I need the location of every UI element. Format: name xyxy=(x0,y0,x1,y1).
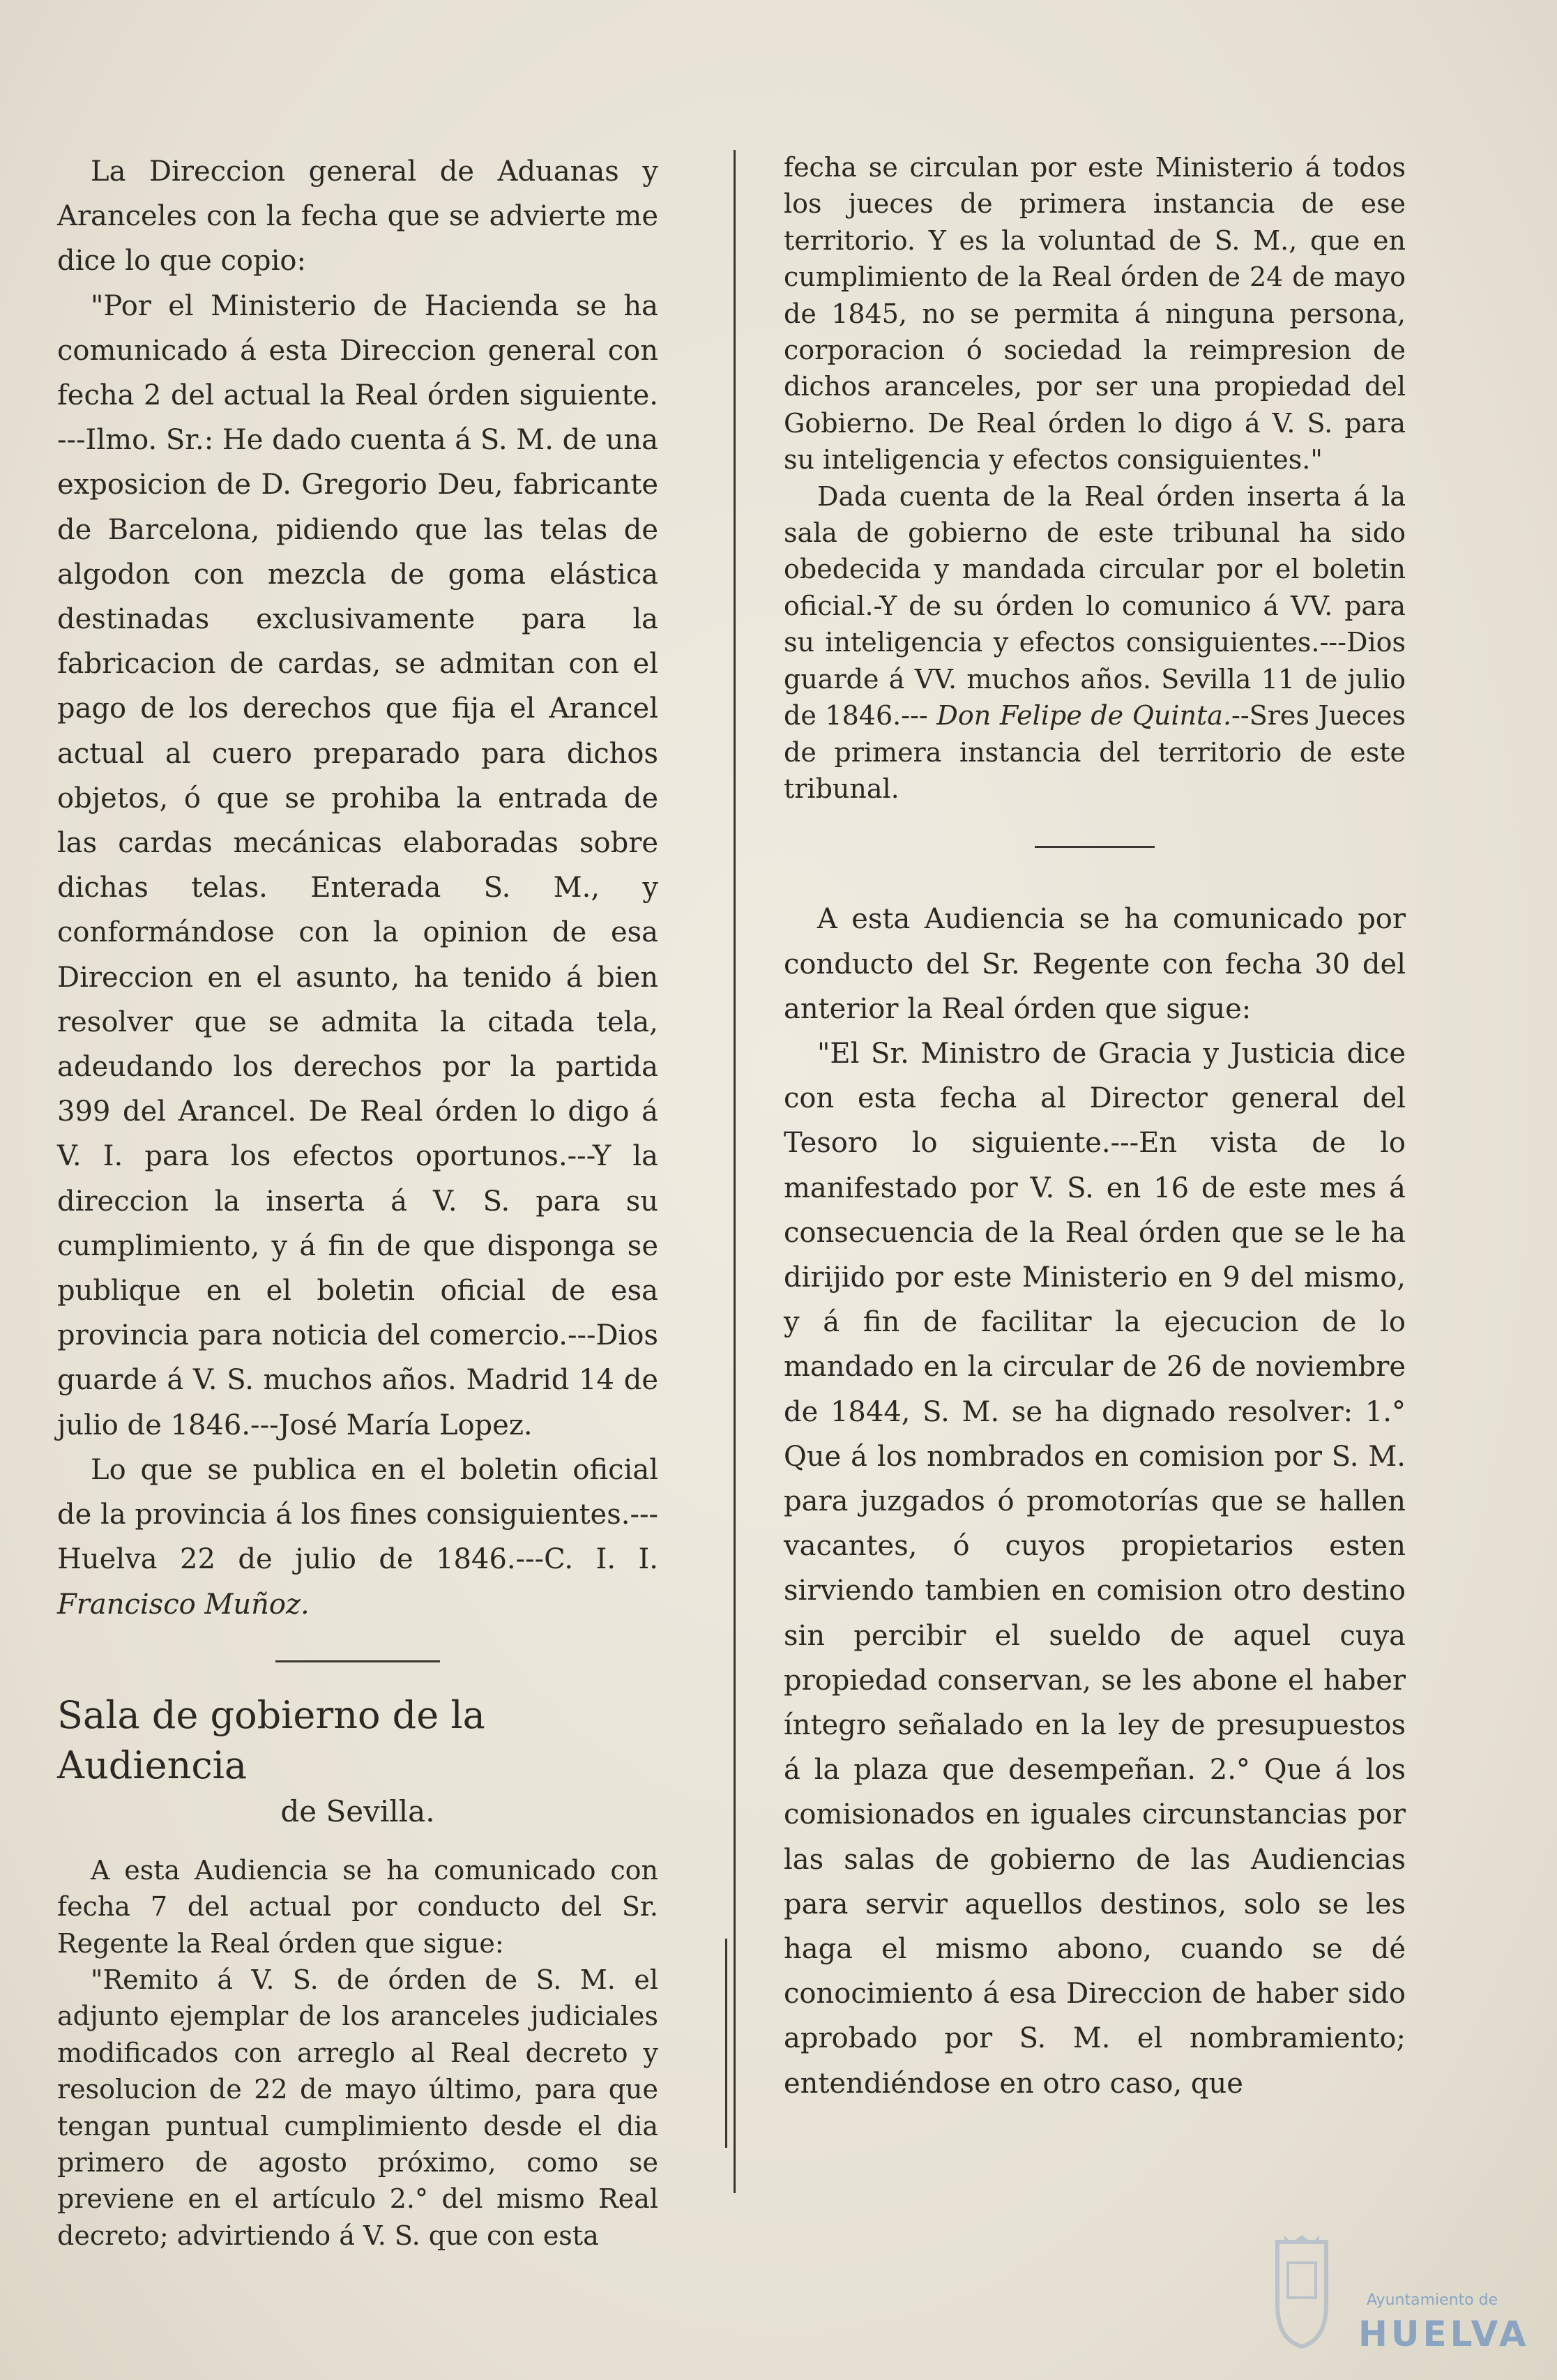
section-title: Sala de gobierno de la Audiencia xyxy=(57,1692,485,1787)
column-divider xyxy=(734,150,736,2193)
watermark-caption: Ayuntamiento de xyxy=(1367,2291,1498,2309)
right-paragraph-dada-cuenta xyxy=(784,478,1406,808)
left-paragraph-publication xyxy=(57,1448,658,1627)
signature-francisco-munoz: Francisco Muñoz. xyxy=(57,1588,310,1621)
left-paragraph-intro: La Direccion general de Aduanas y Aranceles con la fecha que se advierte me dice lo que copio: xyxy=(57,156,658,278)
watermark-city: HUELVA xyxy=(1358,2314,1530,2354)
left-paragraph-remito: "Remito á V. S. de órden de S. M. el adjunto ejemplar de los aranceles judiciales modificados con arreglo al Real decreto y resolucion de 22 de mayo último, para que tengan puntual cumplimiento desde el dia primero de agosto próximo, como se previene en el artículo 2.° del mismo Real decreto; advirtiendo á V. S. que con esta xyxy=(57,1964,658,2251)
signature-felipe-de-quinta: Don Felipe de Quinta. xyxy=(936,700,1232,732)
left-paragraph-order: "Por el Ministerio de Hacienda se ha comunicado á esta Direccion general con fecha 2 del actual la Real órden siguiente. ---Ilmo. Sr.: He dado cuenta á S. M. de una exposicion de D. Gregorio Deu, fabricante de Barcelona, pidiendo que las telas de algodon con mezcla de goma elástica destinadas exclusivamente para la fabricacion de cardas, se admitan con el pago de los derechos que fija el Arancel actual al cuero preparado para dichos objetos, ó que se prohiba la entrada de las cardas mecánicas elaboradas sobre dichas telas. Enterada S. M., y conformándose con la opinion de esa Direccion en el asunto, ha tenido á bien resolver que se admita la citada tela, adeudando los derechos por la partida 399 del Arancel. De Real órden lo digo á V. I. para los efectos oportunos.---Y la direccion la inserta á V. S. para su cumplimiento, y á fin de que disponga se publique en el boletin oficial de esa provincia para noticia del comercio.---Dios guarde á V. S. muchos años. Madrid 14 de julio de 1846.---José María Lopez. xyxy=(57,289,658,1441)
right-paragraph-ministro: "El Sr. Ministro de Gracia y Justicia dice con esta fecha al Director general del Tesoro lo siguiente.---En vista de lo manifestado por V. S. en 16 de este mes á consecuencia de la Real órden que se le ha dirijido por este Ministerio en 9 del mismo, y á fin de facilitar la ejecucion de lo mandado en la circular de 26 de noviembre de 1844, S. M. se ha dignado resolver: 1.° Que á los nombrados en comision por S. M. para juzgados ó promotorías que se hallen vacantes, ó cuyos propietarios esten sirviendo tambien en comision otro destino sin percibir el sueldo de aquel cuya propiedad conservan, se les abone el haber íntegro señalado en la ley de presupuestos á la plaza que desempeñan. 2.° Que á los comisionados en iguales circunstancias por las salas de gobierno de las Audiencias para servir aquellos destinos, solo se les haga el mismo abono, cuando se dé conocimiento á esa Direccion de haber sido aprobado por S. M. el nombramiento; entendiéndose en otro caso, que xyxy=(784,1037,1406,2100)
right-paragraph-continuation: fecha se circulan por este Ministerio á todos los jueces de primera instancia de ese territorio. Y es la voluntad de S. M., que en cumplimiento de la Real órden de 24 de mayo de 1845, no se permita á ninguna persona, corporacion ó sociedad la reimpresion de dichos aranceles, por ser una propiedad del Gobierno. De Real órden lo digo á V. S. para su inteligencia y efectos consiguientes." xyxy=(784,152,1406,476)
section-subtitle: de Sevilla. xyxy=(280,1794,435,1828)
margin-mark xyxy=(725,1939,727,2148)
dada-cuenta-text: Dada cuenta de la Real órden inserta á la sala de gobierno de este tribunal ha sido obedecida y mandada circular por el boletin oficial.-Y de su órden lo comunico á VV. para su inteligencia y efectos consiguientes.---Dios guarde á VV. muchos años. Sevilla 11 de julio de 1846.--- xyxy=(784,480,1406,732)
right-section-rule xyxy=(1035,846,1155,848)
publication-text: Lo que se publica en el boletin oficial de la provincia á los fines consiguientes.--- Huelva 22 de julio de 1846.---C. I. I. xyxy=(57,1453,658,1576)
left-paragraph-audiencia: A esta Audiencia se ha comunicado con fecha 7 del actual por conducto del Sr. Regente la Real órden que sigue: xyxy=(57,1854,658,1959)
section-rule xyxy=(275,1660,440,1662)
right-column xyxy=(784,149,1406,2106)
right-paragraph-audiencia: A esta Audiencia se ha comunicado por conducto del Sr. Regente con fecha 30 del anterior la Real órden que sigue: xyxy=(784,903,1406,1025)
left-column xyxy=(57,149,658,2254)
dada-cuenta-tail: --Sres Jueces de primera instancia del territorio de este tribunal. xyxy=(784,700,1406,804)
